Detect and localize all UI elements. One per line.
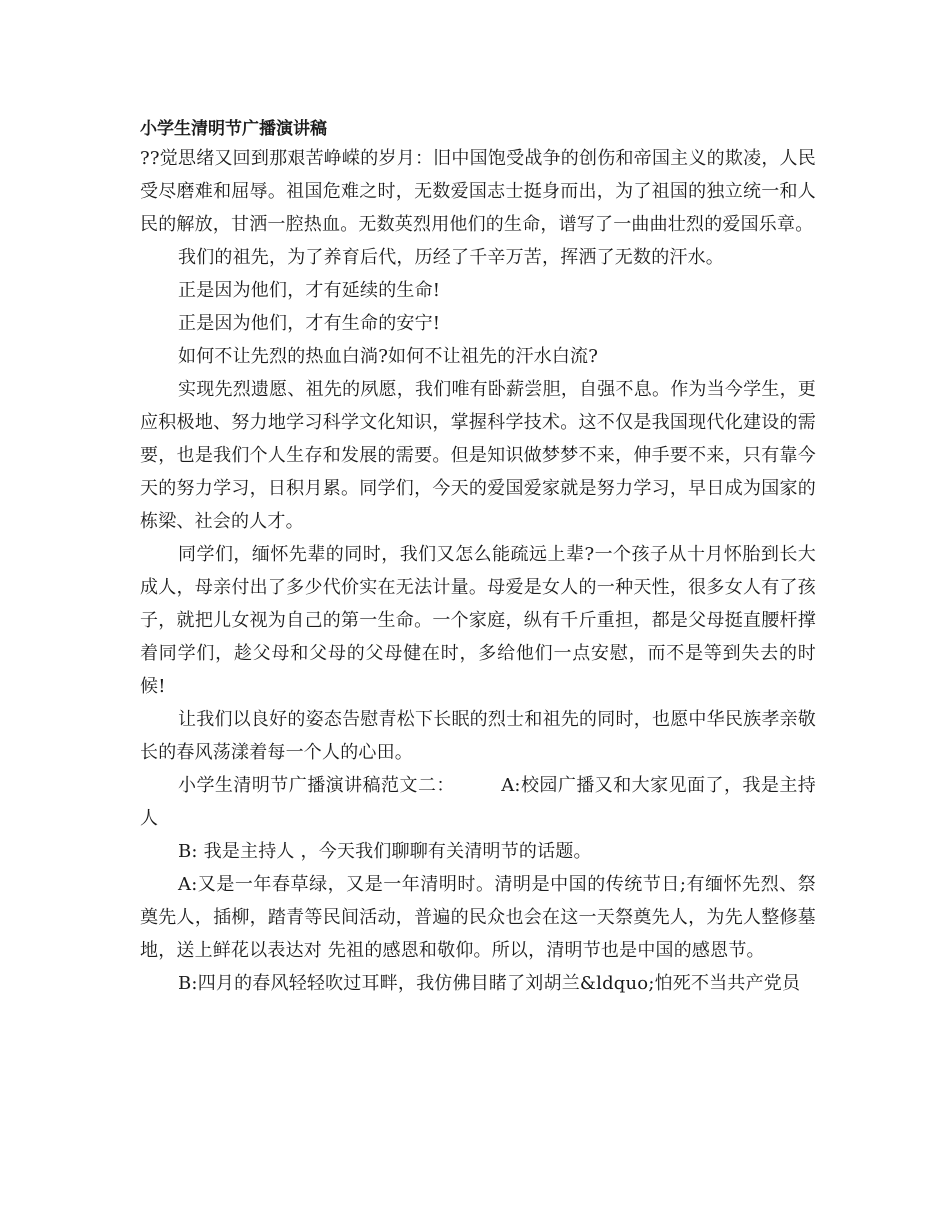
paragraph: 让我们以良好的姿态告慰青松下长眠的烈士和祖先的同时，也愿中华民族孝亲敬长的春风荡漾着每一个人的心田。 — [140, 709, 816, 763]
paragraph: 如何不让先烈的热血白淌?如何不让祖先的汗水白流? — [178, 346, 599, 367]
paragraph: B:四月的春风轻轻吹过耳畔，我仿佛目睹了刘胡兰&ldquo;怕死不当共产党员 — [178, 973, 801, 994]
document-title: 小学生清明节广播演讲稿 — [140, 119, 327, 139]
paragraph: 正是因为他们，才有延续的生命! — [178, 280, 441, 301]
paragraph: 小学生清明节广播演讲稿范文二： A:校园广播又和大家见面了，我是主持人 — [140, 775, 816, 829]
paragraph: B: 我是主持人 ，今天我们聊聊有关清明节的话题。 — [178, 841, 592, 862]
paragraph: 实现先烈遗愿、祖先的夙愿，我们唯有卧薪尝胆，自强不息。作为当今学生，更应积极地、努力地学习科学文化知识，掌握科学技术。这不仅是我国现代化建设的需要，也是我们个人生存和发展的需要。但是知识做梦梦不来，伸手要不来，只有靠今天的努力学习，日积月累。同学们，今天的爱国爱家就是努力学习，早日成为国家的栋梁、社会的人才。 — [140, 379, 816, 532]
document-page — [140, 116, 816, 1000]
paragraph: ??觉思绪又回到那艰苦峥嵘的岁月：旧中国饱受战争的创伤和帝国主义的欺凌，人民受尽磨难和屈辱。祖国危难之时，无数爱国志士挺身而出，为了祖国的独立统一和人民的解放，甘洒一腔热血。无数英烈用他们的生命，谱写了一曲曲壮烈的爱国乐章。 — [140, 148, 816, 235]
paragraph: A:又是一年春草绿，又是一年清明时。清明是中国的传统节日;有缅怀先烈、祭奠先人，插柳，踏青等民间活动，普遍的民众也会在这一天祭奠先人，为先人整修墓地，送上鲜花以表达对 先祖的感恩和敬仰。所以，清明节也是中国的感恩节。 — [140, 874, 816, 961]
paragraph: 我们的祖先，为了养育后代，历经了千辛万苦，挥洒了无数的汗水。 — [178, 247, 724, 268]
paragraph: 正是因为他们，才有生命的安宁! — [178, 313, 441, 334]
paragraph: 同学们，缅怀先辈的同时，我们又怎么能疏远上辈?一个孩子从十月怀胎到长大成人，母亲付出了多少代价实在无法计量。母爱是女人的一种天性，很多女人有了孩子，就把儿女视为自己的第一生命。一个家庭，纵有千斤重担，都是父母挺直腰杆撑着同学们，趁父母和父母的父母健在时，多给他们一点安慰，而不是等到失去的时候! — [140, 544, 816, 697]
